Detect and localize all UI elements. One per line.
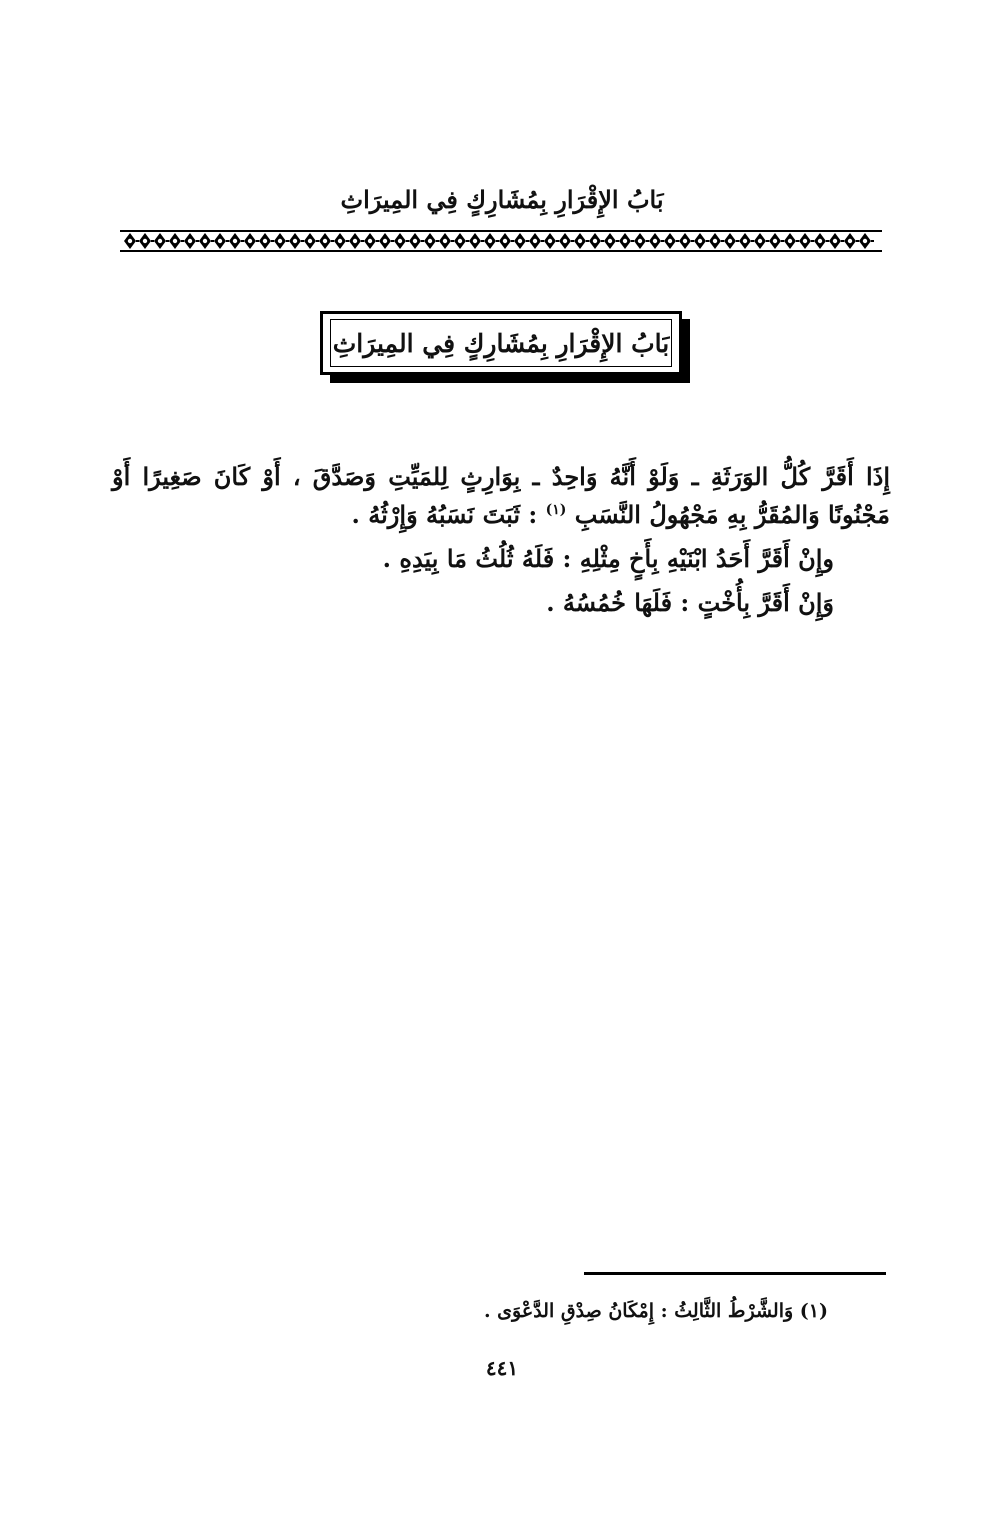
body-text (112, 458, 890, 622)
ornament-motif (784, 233, 799, 249)
ornament-motif (394, 233, 409, 249)
ornament-motif (379, 233, 394, 249)
footnote-reference[interactable]: (١) (545, 502, 567, 518)
ornament-motif (499, 233, 514, 249)
ornament-bottom-line (120, 250, 882, 252)
ornament-motif (694, 233, 709, 249)
ornament-motif (679, 233, 694, 249)
ornament-motif (844, 233, 859, 249)
ornament-motif (469, 233, 484, 249)
ornament-motif (634, 233, 649, 249)
footnote-separator (584, 1272, 886, 1275)
ornament-motif (439, 233, 454, 249)
ornament-motif (244, 233, 259, 249)
page-number: ٤٤١ (485, 1356, 519, 1380)
ornament-motif (154, 233, 169, 249)
ornament-motif (184, 233, 199, 249)
ornament-motif (589, 233, 604, 249)
ornament-motif (814, 233, 829, 249)
ornament-motif (829, 233, 844, 249)
footnote (300, 1296, 828, 1326)
ornament-motif (559, 233, 574, 249)
ornament-motif (604, 233, 619, 249)
ornament-motif (199, 233, 214, 249)
ornament-motif (289, 233, 304, 249)
ornament-motif (259, 233, 274, 249)
paragraph-1 (112, 458, 890, 534)
ornament-motif (484, 233, 499, 249)
ornament-motif (799, 233, 814, 249)
ornament-motif (424, 233, 439, 249)
ornament-motif (364, 233, 379, 249)
chapter-title-box (320, 311, 682, 375)
paragraph-3: وَإِنْ أَقَرَّ بِأُخْتٍ : فَلَهَا خُمُسُهُ . (546, 588, 834, 617)
ornament-motif (619, 233, 634, 249)
ornament-motif (334, 233, 349, 249)
chapter-title: بَابُ الإِقْرَارِ بِمُشَارِكٍ فِي المِيرَاثِ (330, 319, 672, 367)
ornament-motif (709, 233, 724, 249)
paragraph-2: وإِنْ أَقَرَّ أَحَدُ ابْنَيْهِ بِأَخٍ مِثْلِهِ : فَلَهُ ثُلُثُ مَا بِيَدِهِ . (382, 544, 834, 573)
ornament-motif (529, 233, 544, 249)
paragraph-1-text: إِذَا أَقَرَّ كُلُّ الوَرَثَةِ ـ وَلَوْ أَنَّهُ وَاحِدٌ ـ بِوَارِثٍ لِلمَيِّتِ وَصَدَّقَ ، أَوْ كَانَ صَغِيرًا أَوْ مَجْنُونًا وَالمُقَرُّ بِهِ مَجْهُولُ النَّسَبِ (112, 462, 890, 529)
ornament-motif (739, 233, 754, 249)
ornament-motif (274, 233, 289, 249)
ornament-motif (664, 233, 679, 249)
ornamental-border (120, 228, 882, 254)
ornament-motif (169, 233, 184, 249)
ornament-motif (754, 233, 769, 249)
ornament-motif (724, 233, 739, 249)
ornament-motif (769, 233, 784, 249)
ornament-motif (514, 233, 529, 249)
footnote-marker: (١) (799, 1300, 828, 1322)
running-head: بَابُ الإِقْرَارِ بِمُشَارِكٍ فِي المِيرَاثِ (340, 185, 664, 214)
ornament-motif (319, 233, 334, 249)
ornament-motif (349, 233, 364, 249)
paragraph-1-tail: : ثَبَتَ نَسَبُهُ وَإِرْثُهُ . (351, 500, 546, 529)
ornament-motif (859, 233, 874, 249)
ornament-motif (409, 233, 424, 249)
ornament-motif (214, 233, 229, 249)
ornament-motif (649, 233, 664, 249)
ornament-motif (574, 233, 589, 249)
ornament-motif (454, 233, 469, 249)
ornament-motif (304, 233, 319, 249)
ornament-motif (139, 233, 154, 249)
ornament-top-line (120, 230, 882, 232)
ornament-motif (124, 233, 139, 249)
ornament-motif (544, 233, 559, 249)
ornament-motif (229, 233, 244, 249)
footnote-text: وَالشَّرْطُ الثَّالِثُ : إِمْكَانُ صِدْقِ الدَّعْوَى . (483, 1300, 800, 1322)
